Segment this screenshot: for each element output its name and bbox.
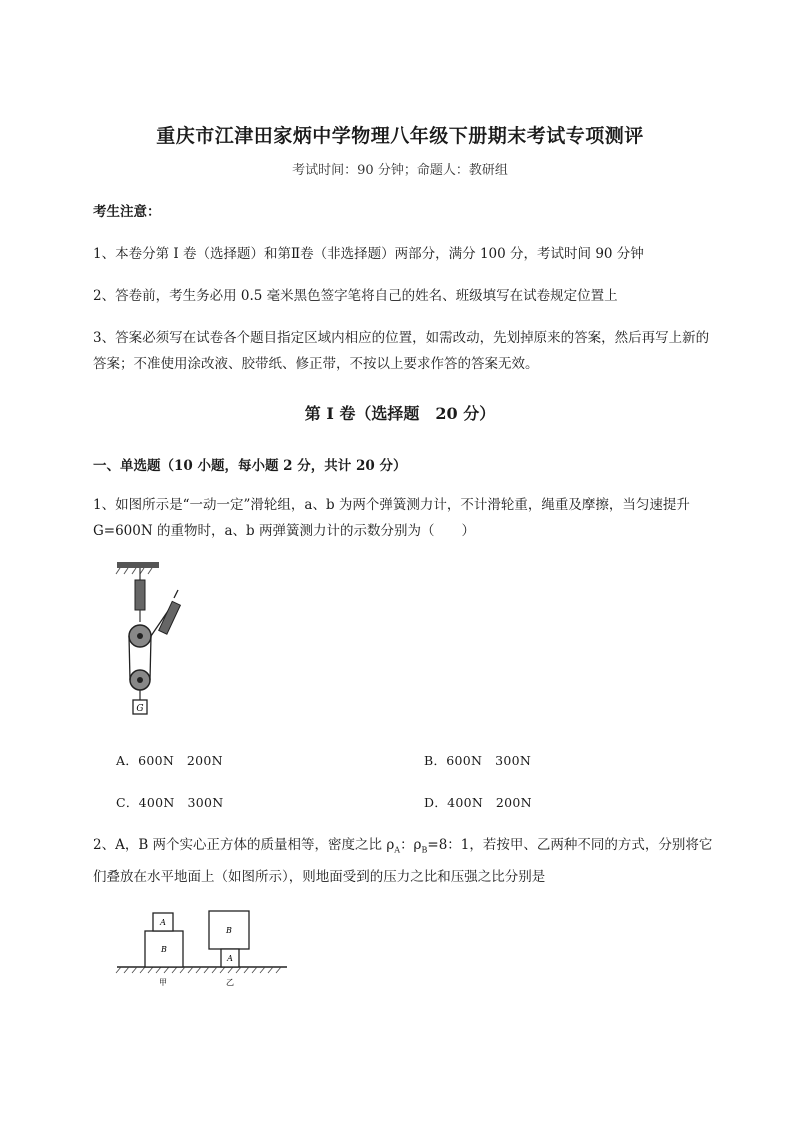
yi-cube-a-label: A — [227, 954, 233, 963]
exam-info: 考试时间：90 分钟；命题人：教研组 — [292, 163, 508, 178]
section-title: 第 I 卷（选择题 20 分） — [304, 404, 496, 423]
notice-item-2: 2、答卷前，考生务必用 0.5 毫米黑色签字笔将自己的姓名、班级填写在试卷规定位置上 — [93, 288, 618, 304]
notice-item-1: 1、本卷分第 I 卷（选择题）和第Ⅱ卷（非选择题）两部分，满分 100 分，考试时间 90 分钟 — [93, 246, 644, 262]
question-2-stem: 2、A，B 两个实心正方体的质量相等，密度之比 $\rho_A$：$\rho_B=8$：1，若按甲、乙两种不同的方式，分别将它们叠放在水平地面上（如图所示），则地面受到的压力之比和压强之比分别是 — [93, 837, 713, 885]
jia-label: 甲 — [159, 978, 167, 987]
q1-option-a[interactable]: A．600N 200N — [116, 753, 223, 768]
question-1-stem: 1、如图所示是“一动一定”滑轮组，a、b 为两个弹簧测力计，不计滑轮重，绳重及摩擦，当匀速提升 G=600N 的重物时，a、b 两弹簧测力计的示数分别为（ ） — [93, 497, 690, 539]
q1-option-c[interactable]: C．400N 300N — [116, 795, 224, 810]
part-heading: 一、单选题（10 小题，每小题 2 分，共计 20 分） — [93, 458, 407, 474]
notice-heading: 考生注意： — [93, 204, 161, 220]
yi-label: 乙 — [226, 978, 234, 987]
page-title: 重庆市江津田家炳中学物理八年级下册期末考试专项测评 — [156, 125, 644, 147]
pulley-figure — [112, 560, 192, 720]
q1-option-b[interactable]: B．600N 300N — [424, 753, 532, 768]
jia-cube-b-label: B — [161, 945, 167, 954]
notice-item-3: 3、答案必须写在试卷各个题目指定区域内相应的位置，如需改动，先划掉原来的答案，然后再写上新的答案；不准使用涂改液、胶带纸、修正带，不按以上要求作答的答案无效。 — [93, 330, 710, 372]
jia-cube-a-label: A — [160, 918, 166, 927]
weight-label: G — [136, 704, 144, 714]
stacked-cubes-figure — [115, 905, 290, 990]
q1-option-d[interactable]: D．400N 200N — [424, 795, 532, 810]
yi-cube-b-label: B — [226, 926, 232, 935]
